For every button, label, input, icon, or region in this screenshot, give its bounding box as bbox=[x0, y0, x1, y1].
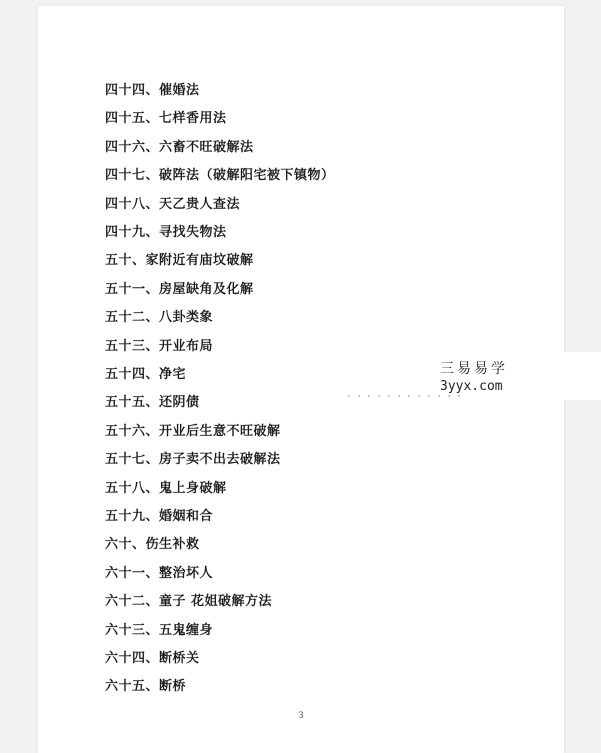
toc-item: 六十四、断桥关 bbox=[105, 651, 200, 666]
toc-item: 四十九、寻找失物法 bbox=[105, 225, 227, 240]
toc-item: 五十五、还阴债 bbox=[105, 395, 200, 411]
toc-item: 四十七、破阵法（破解阳宅被下镇物） bbox=[105, 168, 335, 184]
toc-item: 四十八、天乙贵人查法 bbox=[105, 196, 241, 212]
page-number: 3 bbox=[298, 710, 304, 720]
toc-item: 六十二、童子 花姐破解方法 bbox=[105, 594, 273, 610]
toc-item: 六十一、整治坏人 bbox=[105, 565, 214, 581]
watermark-domain: 3yyx.com bbox=[440, 379, 503, 394]
toc-item: 六十、伤生补救 bbox=[105, 537, 200, 553]
toc-item: 五十三、开业布局 bbox=[105, 338, 214, 354]
toc-item: 五十八、鬼上身破解 bbox=[105, 480, 227, 496]
watermark-dots bbox=[344, 395, 464, 397]
toc-item: 六十三、五鬼缠身 bbox=[105, 622, 214, 638]
toc-item: 四十六、六畜不旺破解法 bbox=[105, 139, 254, 155]
toc-item: 五十一、房屋缺角及化解 bbox=[105, 281, 254, 297]
toc-item: 四十四、催婚法 bbox=[105, 83, 200, 98]
watermark-banner bbox=[342, 352, 601, 400]
toc-item: 五十六、开业后生意不旺破解 bbox=[105, 423, 281, 439]
watermark-title: 三易易学 bbox=[440, 361, 508, 377]
toc-item: 六十五、断桥 bbox=[105, 679, 187, 695]
toc-item: 五十四、净宅 bbox=[105, 367, 187, 382]
toc-item: 五十、家附近有庙坟破解 bbox=[105, 253, 254, 269]
toc-item: 五十九、婚姻和合 bbox=[105, 509, 214, 524]
toc-item: 五十七、房子卖不出去破解法 bbox=[105, 452, 281, 468]
toc-item: 四十五、七样香用法 bbox=[105, 111, 227, 127]
toc-item: 五十二、八卦类象 bbox=[105, 310, 214, 326]
